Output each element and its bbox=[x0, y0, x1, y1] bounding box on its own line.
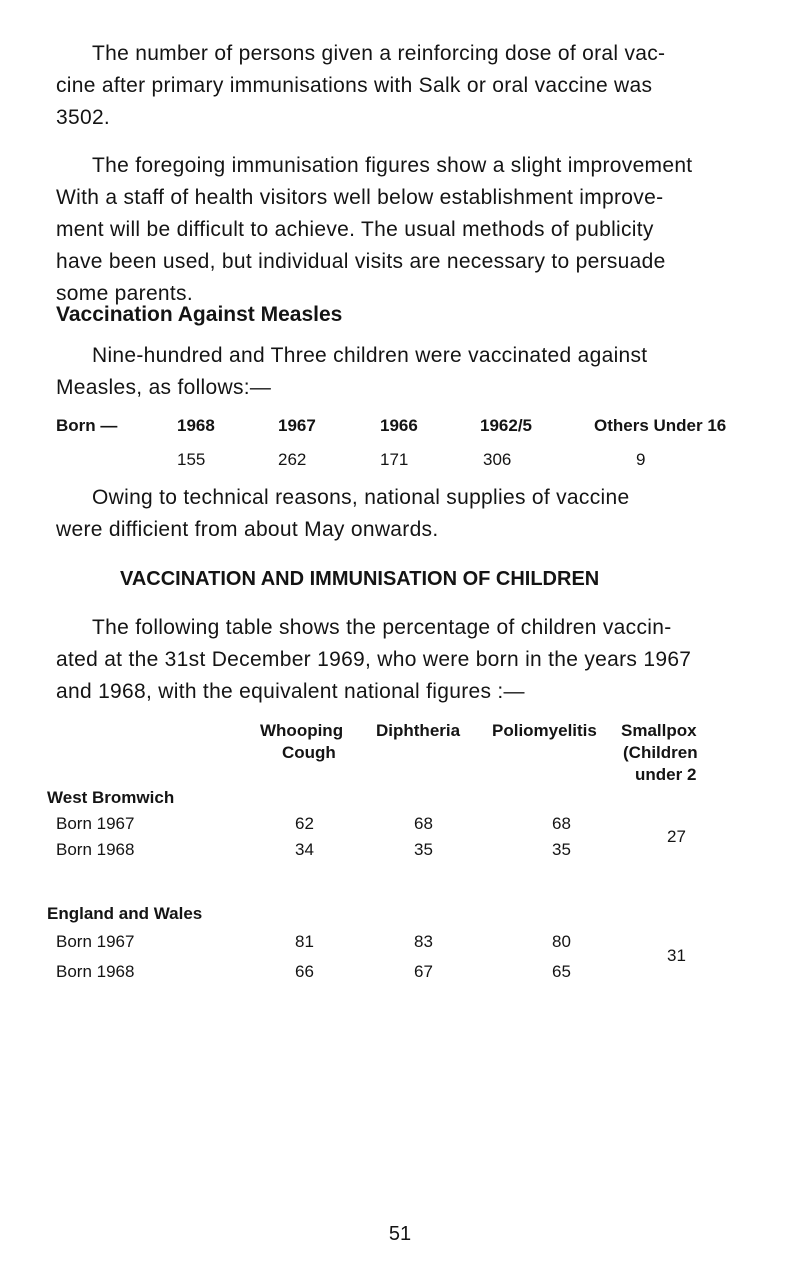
polio-value: 65 bbox=[552, 962, 571, 981]
column-header-smallpox: (Children bbox=[623, 743, 698, 762]
measles-note-paragraph bbox=[56, 482, 746, 546]
children-intro-paragraph bbox=[56, 612, 746, 708]
smallpox-value: 31 bbox=[667, 946, 686, 965]
measles-count: 262 bbox=[278, 450, 307, 469]
polio-value: 35 bbox=[552, 840, 571, 859]
foregoing-figures-paragraph bbox=[56, 150, 746, 310]
year-header: 1962/5 bbox=[480, 416, 532, 435]
year-header: 1966 bbox=[380, 416, 418, 435]
year-header: Others Under 16 bbox=[594, 416, 727, 435]
born-label: Born — bbox=[56, 416, 118, 435]
paragraph-line: With a staff of health visitors well below establishment improve- bbox=[56, 186, 664, 209]
year-header: 1967 bbox=[278, 416, 316, 435]
paragraph-line: Measles, as follows:— bbox=[56, 376, 272, 399]
whooping-value: 81 bbox=[295, 932, 314, 951]
row-label: Born 1968 bbox=[56, 962, 135, 981]
column-header-smallpox: Smallpox bbox=[621, 721, 697, 740]
measles-heading: Vaccination Against Measles bbox=[56, 303, 343, 326]
measles-count: 155 bbox=[177, 450, 206, 469]
diphtheria-value: 83 bbox=[414, 932, 433, 951]
smallpox-value: 27 bbox=[667, 827, 686, 846]
group-label: West Bromwich bbox=[47, 788, 175, 807]
children-heading: VACCINATION AND IMMUNISATION OF CHILDREN bbox=[120, 568, 600, 590]
row-label: Born 1967 bbox=[56, 814, 135, 833]
polio-value: 68 bbox=[552, 814, 571, 833]
paragraph-line: cine after primary immunisations with Salk or oral vaccine was bbox=[56, 74, 653, 97]
whooping-value: 34 bbox=[295, 840, 314, 859]
paragraph-line: The number of persons given a reinforcing dose of oral vac- bbox=[92, 42, 666, 65]
paragraph-line: have been used, but individual visits are necessary to persuade bbox=[56, 250, 666, 273]
measles-count: 171 bbox=[380, 450, 409, 469]
paragraph-line: ated at the 31st December 1969, who were born in the years 1967 bbox=[56, 648, 692, 671]
year-header: 1968 bbox=[177, 416, 215, 435]
diphtheria-value: 67 bbox=[414, 962, 433, 981]
whooping-value: 62 bbox=[295, 814, 314, 833]
column-header-smallpox: under 2 bbox=[635, 765, 697, 784]
measles-count: 306 bbox=[483, 450, 512, 469]
row-label: Born 1967 bbox=[56, 932, 135, 951]
whooping-value: 66 bbox=[295, 962, 314, 981]
column-header-whooping: Whooping bbox=[260, 721, 344, 740]
paragraph-line: Nine-hundred and Three children were vaccinated against bbox=[92, 344, 648, 367]
page-number: 51 bbox=[388, 1223, 412, 1245]
polio-value: 80 bbox=[552, 932, 571, 951]
column-header-diphtheria: Diphtheria bbox=[376, 721, 461, 740]
paragraph-line: and 1968, with the equivalent national figures :— bbox=[56, 680, 525, 703]
diphtheria-value: 35 bbox=[414, 840, 433, 859]
row-label: Born 1968 bbox=[56, 840, 135, 859]
paragraph-line: were difficient from about May onwards. bbox=[56, 518, 439, 541]
paragraph-line: some parents. bbox=[56, 282, 193, 305]
paragraph-line: Owing to technical reasons, national supplies of vaccine bbox=[92, 486, 630, 509]
column-header-whooping: Cough bbox=[282, 743, 336, 762]
paragraph-line: ment will be difficult to achieve. The usual methods of publicity bbox=[56, 218, 654, 241]
paragraph-line: 3502. bbox=[56, 106, 111, 129]
reinforcing-dose-paragraph bbox=[56, 38, 746, 134]
group-label: England and Wales bbox=[47, 904, 203, 923]
paragraph-line: The following table shows the percentage of children vaccin- bbox=[92, 616, 672, 639]
column-header-polio: Poliomyelitis bbox=[492, 721, 597, 740]
paragraph-line: The foregoing immunisation figures show a slight improvement bbox=[92, 154, 693, 177]
diphtheria-value: 68 bbox=[414, 814, 433, 833]
measles-intro-paragraph bbox=[56, 340, 746, 404]
measles-count: 9 bbox=[636, 450, 646, 469]
